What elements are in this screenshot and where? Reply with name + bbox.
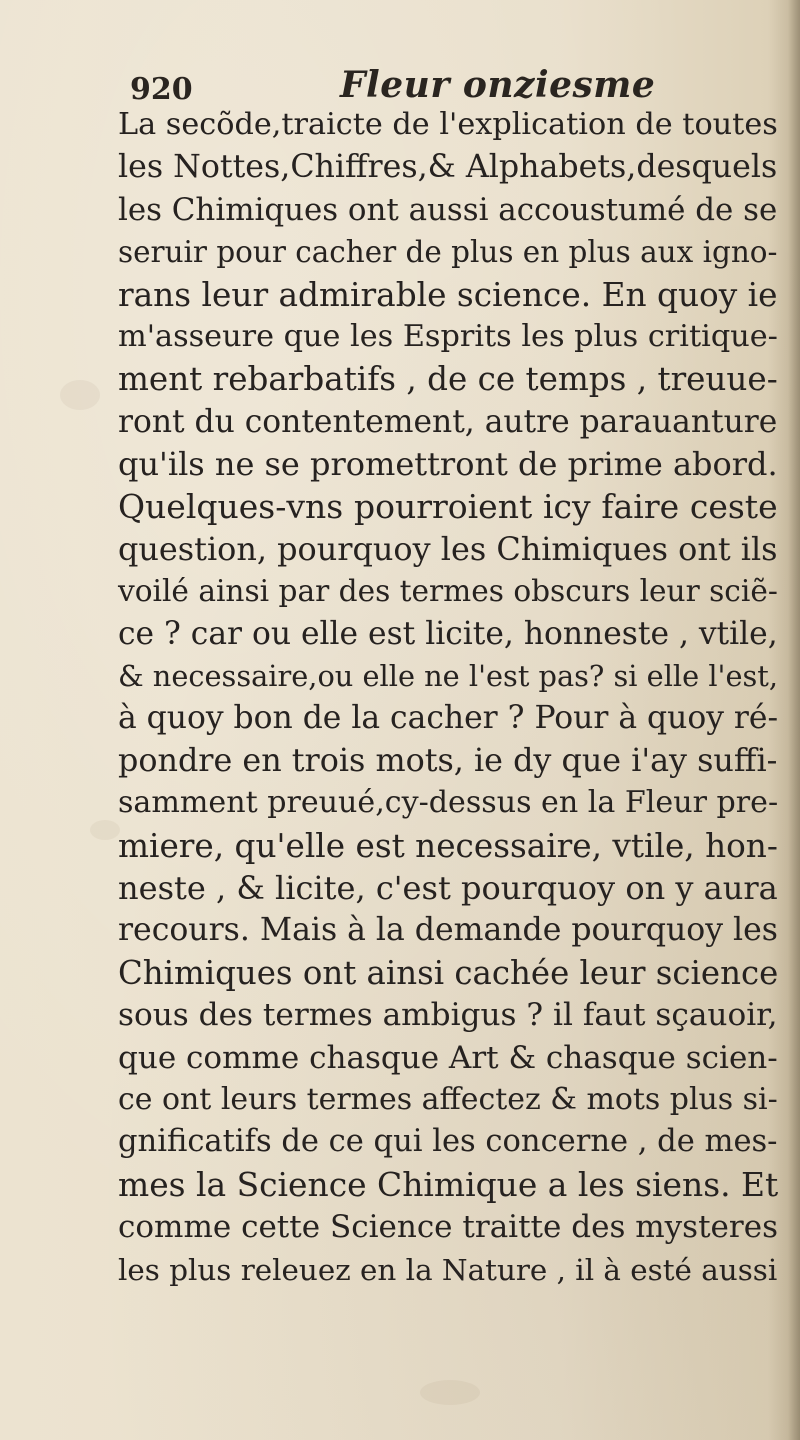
text-line: Chimiques ont ainsi cachée leur science bbox=[118, 953, 779, 992]
text-line: ce ont leurs termes affectez & mots plus si- bbox=[118, 1081, 778, 1117]
text-line: qu'ils ne se promettront de prime abord. bbox=[118, 445, 778, 484]
text-line: les Chimiques ont aussi accoustumé de se bbox=[118, 191, 778, 228]
text-line: miere, qu'elle est necessaire, vtile, hon- bbox=[118, 826, 778, 865]
text-line: neste , & licite, c'est pourquoy on y aura bbox=[118, 869, 778, 908]
text-line: pondre en trois mots, ie dy que i'ay suffi- bbox=[118, 741, 778, 779]
text-line: ment rebarbatifs , de ce temps , treuue- bbox=[118, 360, 778, 399]
paper-stain bbox=[420, 1380, 480, 1405]
text-line: comme cette Science traitte des mysteres bbox=[118, 1209, 778, 1246]
body-text bbox=[118, 104, 778, 1291]
text-line: à quoy bon de la cacher ? Pour à quoy ré- bbox=[118, 700, 779, 737]
text-line: gnificatifs de ce qui les concerne , de mes- bbox=[118, 1124, 778, 1160]
text-line: ce ? car ou elle est licite, honneste , vtile, bbox=[118, 615, 778, 652]
text-line: mes la Science Chimique a les siens. Et bbox=[118, 1164, 779, 1204]
running-title: Fleur onziesme bbox=[340, 64, 656, 106]
text-line: voilé ainsi par des termes obscurs leur sciẽ- bbox=[118, 574, 778, 609]
paper-stain bbox=[90, 820, 120, 840]
text-line: recours. Mais à la demande pourquoy les bbox=[118, 912, 778, 949]
text-line: ront du contentement, autre parauanture bbox=[118, 403, 778, 440]
text-line: La secõde,traicte de l'explication de toutes bbox=[118, 107, 778, 142]
text-line: les plus releuez en la Nature , il à esté aussi bbox=[118, 1252, 778, 1287]
text-line: seruir pour cacher de plus en plus aux igno- bbox=[118, 235, 778, 270]
text-line: que comme chasque Art & chasque scien- bbox=[118, 1039, 778, 1076]
text-line: Quelques-vns pourroient icy faire ceste bbox=[118, 486, 778, 526]
text-line: & necessaire,ou elle ne l'est pas? si elle l'est, bbox=[118, 659, 778, 694]
text-line: m'asseure que les Esprits les plus critique- bbox=[118, 318, 778, 354]
text-line: samment preuué,cy-dessus en la Fleur pre- bbox=[118, 785, 779, 821]
text-line: question, pourquoy les Chimiques ont ils bbox=[118, 529, 778, 568]
paper-stain bbox=[60, 380, 100, 410]
text-line: rans leur admirable science. En quoy ie bbox=[118, 275, 778, 314]
page-edge bbox=[788, 0, 800, 1440]
text-line: sous des termes ambigus ? il faut sçauoir, bbox=[118, 997, 778, 1034]
page-number: 920 bbox=[130, 72, 193, 107]
text-line: les Nottes,Chiffres,& Alphabets,desquels bbox=[118, 149, 778, 186]
